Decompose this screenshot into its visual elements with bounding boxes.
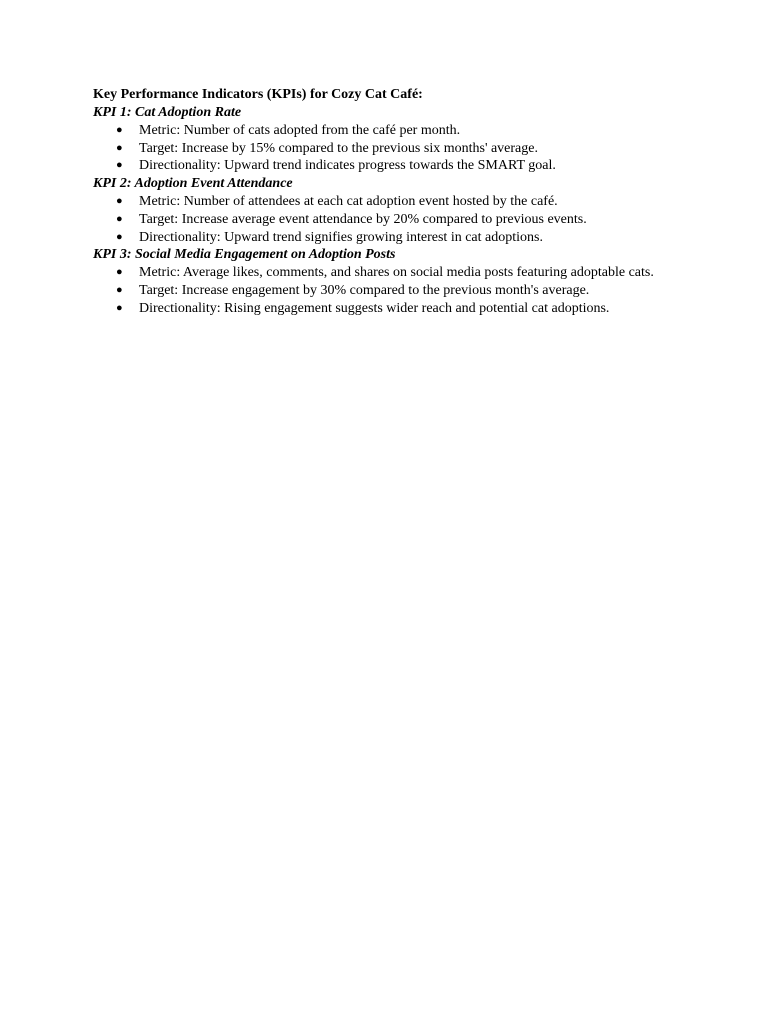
bullet-text: Metric: Average likes, comments, and shares on social media posts featuring adoptable cats. <box>139 265 654 281</box>
bullet-icon: ● <box>116 283 123 296</box>
document-title: Key Performance Indicators (KPIs) for Cozy Cat Café: <box>93 87 423 102</box>
bullet-text: Directionality: Upward trend signifies growing interest in cat adoptions. <box>139 229 543 245</box>
list-item <box>93 140 733 158</box>
list-item <box>93 157 733 175</box>
kpi-section-2 <box>93 175 733 246</box>
bullet-text: Target: Increase engagement by 30% compared to the previous month's average. <box>139 282 590 298</box>
kpi-heading: KPI 1: Cat Adoption Rate <box>93 105 242 120</box>
bullet-icon: ● <box>116 195 123 208</box>
bullet-text: Metric: Number of cats adopted from the café per month. <box>139 123 461 138</box>
list-item <box>93 211 733 229</box>
kpi-bullet-list <box>93 122 733 175</box>
bullet-icon: ● <box>116 266 123 279</box>
kpi-bullet-list <box>93 193 733 246</box>
document-body <box>93 86 733 317</box>
kpi-heading: KPI 2: Adoption Event Attendance <box>93 176 293 192</box>
bullet-text: Metric: Number of attendees at each cat adoption event hosted by the café. <box>139 194 558 210</box>
bullet-text: Directionality: Rising engagement suggests wider reach and potential cat adoptions. <box>139 300 610 316</box>
bullet-icon: ● <box>116 159 123 172</box>
list-item <box>93 282 733 300</box>
list-item <box>93 264 733 282</box>
bullet-icon: ● <box>116 212 123 225</box>
bullet-icon: ● <box>116 230 123 243</box>
kpi-heading: KPI 3: Social Media Engagement on Adoption Posts <box>93 247 396 263</box>
bullet-text: Target: Increase by 15% compared to the previous six months' average. <box>139 140 538 156</box>
kpi-section-1 <box>93 104 733 175</box>
list-item <box>93 122 733 140</box>
bullet-icon: ● <box>116 301 123 314</box>
bullet-icon: ● <box>116 141 123 154</box>
bullet-text: Target: Increase average event attendance by 20% compared to previous events. <box>139 211 587 227</box>
kpi-bullet-list <box>93 264 733 317</box>
list-item <box>93 229 733 247</box>
list-item <box>93 300 733 318</box>
list-item <box>93 193 733 211</box>
bullet-text: Directionality: Upward trend indicates progress towards the SMART goal. <box>139 158 556 174</box>
kpi-section-3 <box>93 246 733 317</box>
bullet-icon: ● <box>116 124 123 136</box>
